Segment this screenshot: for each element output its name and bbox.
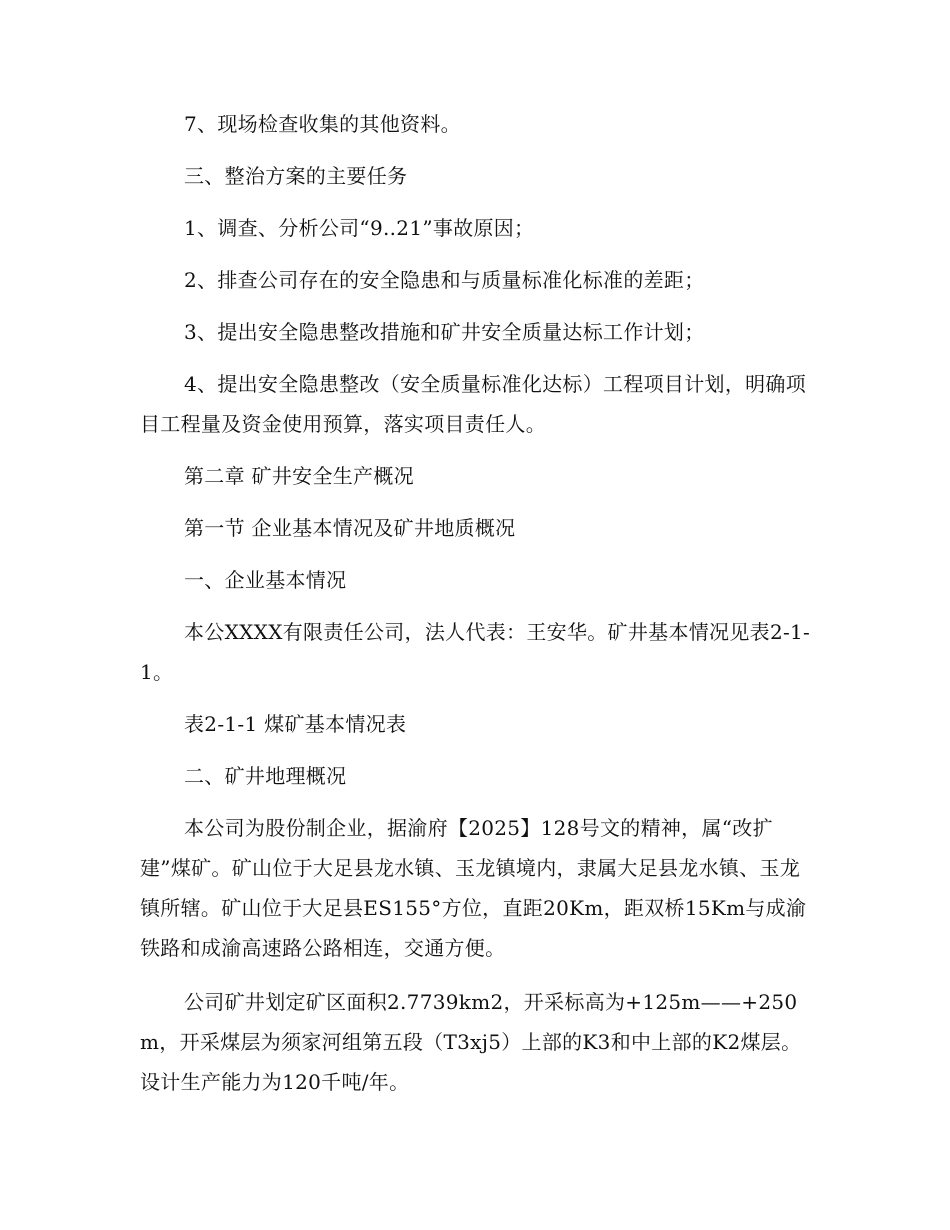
- paragraph-item-7: 7、现场检查收集的其他资料。: [184, 112, 461, 136]
- mining-area-paragraph: 公司矿井划定矿区面积2.7739km2，开采标高为+125m——+250m，开采煤层为须家河组第五段（T3xj5）上部的K3和中上部的K2煤层。设计生产能力为120千吨/年。: [140, 990, 802, 1094]
- document-body: [140, 104, 816, 1102]
- task-item-4: 4、提出安全隐患整改（安全质量标准化达标）工程项目计划，明确项目工程量及资金使用预算，落实项目责任人。: [140, 372, 807, 436]
- section-heading-tasks: 三、整治方案的主要任务: [184, 164, 408, 188]
- task-item-1: 1、调查、分析公司“9..21”事故原因；: [184, 216, 535, 240]
- company-info-paragraph: 本公XXXX有限责任公司，法人代表：王安华。矿井基本情况见表2-1-1。: [140, 620, 811, 684]
- subsection-heading-company: 一、企业基本情况: [184, 568, 347, 592]
- table-caption: 表2-1-1 煤矿基本情况表: [184, 712, 407, 736]
- section-heading: 第一节 企业基本情况及矿井地质概况: [184, 516, 516, 540]
- task-item-3: 3、提出安全隐患整改措施和矿井安全质量达标工作计划；: [184, 320, 705, 344]
- subsection-heading-geography: 二、矿井地理概况: [184, 764, 347, 788]
- geography-paragraph: 本公司为股份制企业，据渝府【2025】128号文的精神，属“改扩建”煤矿。矿山位于大足县龙水镇、玉龙镇境内，隶属大足县龙水镇、玉龙镇所辖。矿山位于大足县ES155°方位，直距20Km，距双桥15Km与成渝铁路和成渝高速路公路相连，交通方便。: [140, 816, 807, 960]
- task-item-2: 2、排查公司存在的安全隐患和与质量标准化标准的差距；: [184, 268, 705, 292]
- chapter-heading: 第二章 矿井安全生产概况: [184, 464, 414, 488]
